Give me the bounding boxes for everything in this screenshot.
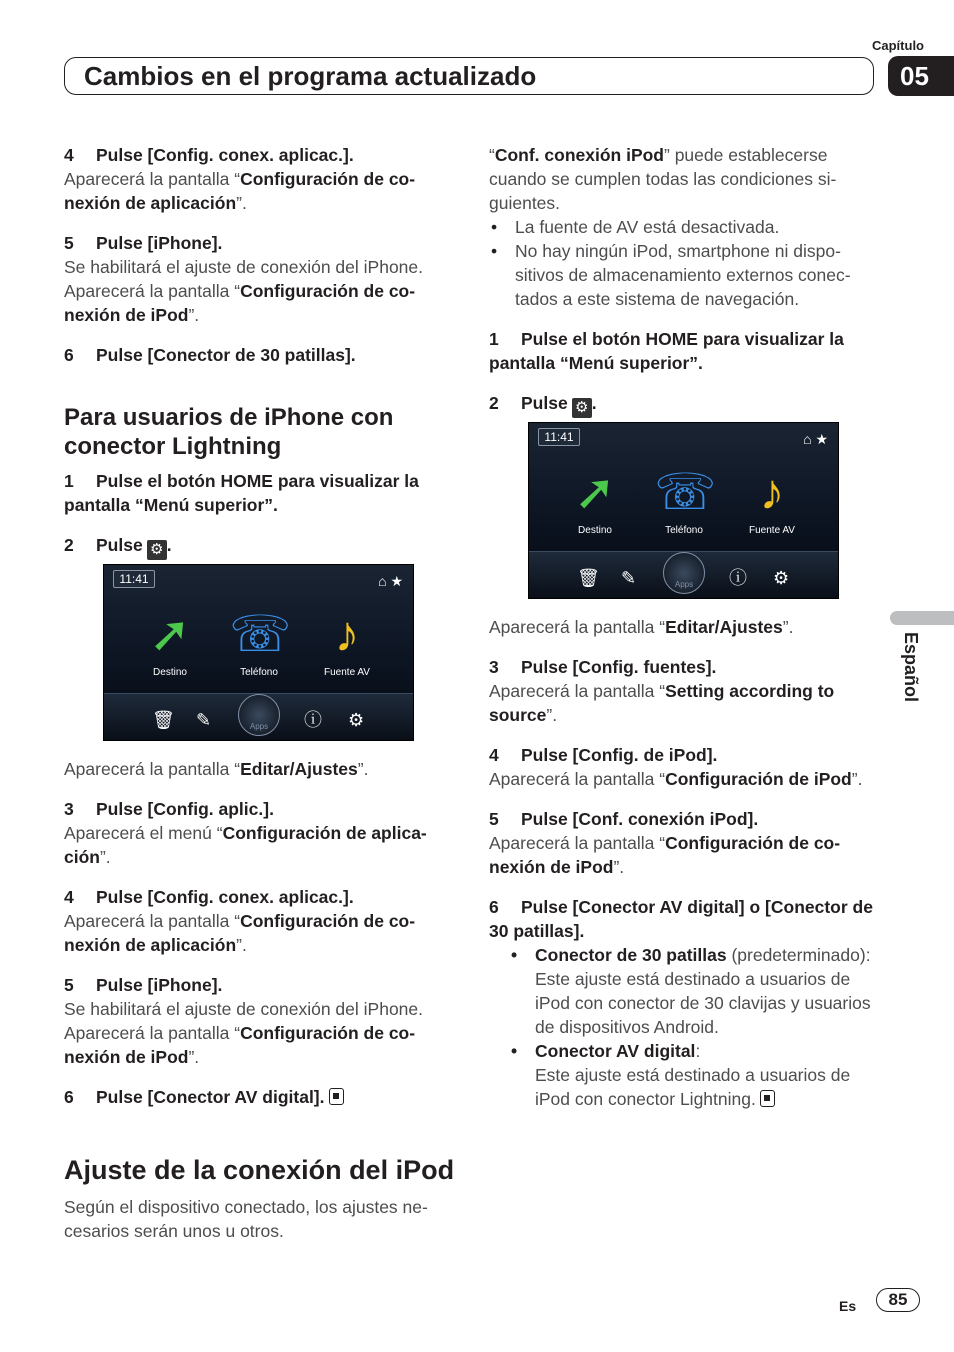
end-mark-icon bbox=[760, 1090, 775, 1107]
step-3: 3 Pulse [Config. aplic.]. bbox=[64, 799, 274, 819]
section-heading-lightning: Para usuarios de iPhone con conector Lightning bbox=[64, 404, 394, 460]
chapter-number: 05 bbox=[888, 56, 954, 96]
paragraph: Aparecerá la pantalla “Editar/Ajustes”. bbox=[489, 617, 794, 637]
step-5: 5 Pulse [Conf. conexión iPod]. bbox=[489, 809, 759, 829]
app-telefono: ☏ Teléfono bbox=[229, 601, 289, 679]
paragraph: Aparecerá la pantalla “Configuración de co-nexión de iPod”. bbox=[64, 1023, 416, 1067]
paragraph: Según el dispositivo conectado, los ajustes ne-cesarios serán unos u otros. bbox=[64, 1197, 428, 1241]
section-heading-ipod: Ajuste de la conexión del iPod bbox=[64, 1155, 455, 1185]
navigation-arrow-icon: ➚ bbox=[149, 606, 191, 662]
paragraph: Aparecerá la pantalla “Configuración de co-nexión de iPod”. bbox=[64, 281, 416, 325]
screenshot-top-menu bbox=[528, 422, 839, 599]
navigation-arrow-icon: ➚ bbox=[574, 464, 616, 520]
step-1: 1 Pulse el botón HOME para visualizar la pantalla “Menú superior”. bbox=[64, 471, 419, 515]
info-icon: ⓘ bbox=[729, 568, 747, 588]
phone-person-icon: ☏ bbox=[654, 464, 717, 520]
gear-icon: ⚙ bbox=[348, 710, 365, 730]
language-tab bbox=[890, 611, 954, 625]
app-fuente-av: ♪ Fuente AV bbox=[742, 459, 802, 537]
language-label: Español bbox=[901, 632, 921, 703]
dock bbox=[104, 693, 413, 740]
paragraph: Se habilitará el ajuste de conexión del iPhone. bbox=[64, 999, 423, 1019]
screenshot-top-menu bbox=[103, 564, 414, 741]
info-icon: ⓘ bbox=[304, 710, 322, 730]
music-note-icon: ♪ bbox=[334, 606, 360, 662]
gear-icon: ⚙ bbox=[147, 540, 167, 560]
list-item: • Conector AV digital: Este ajuste está destinado a usuarios de iPod con conector Lightning. bbox=[509, 1039, 879, 1111]
step-2: 2 Pulse ⚙ . bbox=[489, 393, 597, 416]
page-number: 85 bbox=[876, 1288, 920, 1312]
list-item: • Conector de 30 patillas (predeterminado): Este ajuste está destinado a usuarios de iPod con conector de 30 clavijas y usuarios de dispositivos Android. bbox=[509, 943, 879, 1039]
app-fuente-av: ♪ Fuente AV bbox=[317, 601, 377, 679]
edit-icon: ✎ bbox=[196, 710, 212, 730]
step-5: 5 Pulse [iPhone]. bbox=[64, 975, 223, 995]
paragraph: Aparecerá la pantalla “Setting according to source”. bbox=[489, 681, 835, 725]
options-list bbox=[489, 943, 879, 1111]
page-title: Cambios en el programa actualizado bbox=[84, 61, 537, 91]
step-6: 6 Pulse [Conector AV digital]. bbox=[64, 1085, 459, 1109]
list-item: • La fuente de AV está desactivada. bbox=[489, 215, 879, 239]
chapter-label: Capítulo bbox=[872, 38, 924, 53]
paragraph: Aparecerá el menú “Configuración de aplica-ción”. bbox=[64, 823, 427, 867]
apps-knob: Apps bbox=[663, 552, 705, 594]
step-4: 4 Pulse [Config. conex. aplicac.]. bbox=[64, 887, 354, 907]
phone-person-icon: ☏ bbox=[229, 606, 292, 662]
trash-icon: 🗑 bbox=[152, 710, 175, 730]
app-destino: ➚ Destino bbox=[140, 601, 200, 679]
trash-icon: 🗑 bbox=[577, 568, 600, 588]
paragraph: Aparecerá la pantalla “Configuración de co-nexión de aplicación”. bbox=[64, 169, 416, 213]
app-destino: ➚ Destino bbox=[565, 459, 625, 537]
right-column bbox=[489, 143, 879, 1111]
home-icon: ⌂ ★ bbox=[803, 431, 828, 447]
gear-icon: ⚙ bbox=[773, 568, 790, 588]
language-code: Es bbox=[839, 1298, 857, 1314]
left-column bbox=[64, 143, 459, 1243]
clock: 11:41 bbox=[538, 428, 580, 446]
paragraph: “Conf. conexión iPod” puede establecerse cuando se cumplen todas las condiciones si-guientes. bbox=[489, 145, 837, 213]
step-5: 5 Pulse [iPhone]. bbox=[64, 233, 223, 253]
paragraph: Aparecerá la pantalla “Configuración de iPod”. bbox=[489, 769, 863, 789]
app-telefono: ☏ Teléfono bbox=[654, 459, 714, 537]
step-6: 6 Pulse [Conector AV digital] o [Conector de 30 patillas]. bbox=[489, 897, 873, 941]
list-item: • No hay ningún iPod, smartphone ni dispo-sitivos de almacenamiento externos conec-tados a este sistema de navegación. bbox=[489, 239, 879, 311]
clock: 11:41 bbox=[113, 570, 155, 588]
gear-icon: ⚙ bbox=[572, 398, 592, 418]
paragraph: Aparecerá la pantalla “Editar/Ajustes”. bbox=[64, 759, 369, 779]
end-mark-icon bbox=[329, 1088, 344, 1105]
step-3: 3 Pulse [Config. fuentes]. bbox=[489, 657, 717, 677]
paragraph: Aparecerá la pantalla “Configuración de co-nexión de aplicación”. bbox=[64, 911, 416, 955]
apps-knob: Apps bbox=[238, 694, 280, 736]
paragraph: Se habilitará el ajuste de conexión del iPhone. bbox=[64, 257, 423, 277]
step-1: 1 Pulse el botón HOME para visualizar la pantalla “Menú superior”. bbox=[489, 329, 844, 373]
step-6: 6 Pulse [Conector de 30 patillas]. bbox=[64, 345, 356, 365]
step-2: 2 Pulse ⚙ . bbox=[64, 535, 172, 558]
edit-icon: ✎ bbox=[621, 568, 637, 588]
paragraph: Aparecerá la pantalla “Configuración de co-nexión de iPod”. bbox=[489, 833, 841, 877]
step-4: 4 Pulse [Config. conex. aplicac.]. bbox=[64, 145, 354, 165]
home-icon: ⌂ ★ bbox=[378, 573, 403, 589]
conditions-list bbox=[489, 215, 879, 311]
music-note-icon: ♪ bbox=[759, 464, 785, 520]
dock bbox=[529, 551, 838, 598]
step-4: 4 Pulse [Config. de iPod]. bbox=[489, 745, 718, 765]
